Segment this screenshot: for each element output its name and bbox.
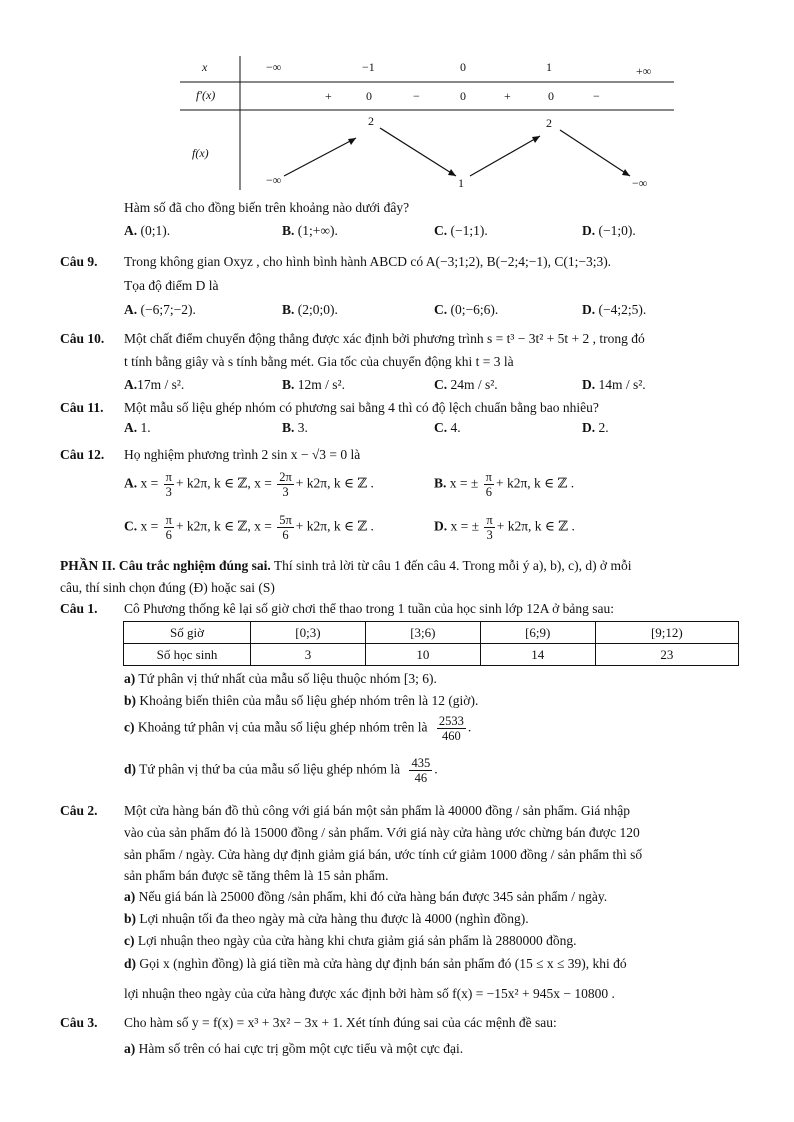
q11-option-b: B. 3. bbox=[282, 420, 308, 435]
p2q2-item-d-cont: lợi nhuận theo ngày của cửa hàng được xác định bởi hàm số f(x) = −15x² + 945x − 10800 . bbox=[124, 986, 615, 1001]
q10-line2: t tính bằng giây và s tính bằng mét. Gia tốc của chuyển động khi t = 3 là bbox=[124, 354, 514, 369]
p2q2-line3: sản phẩm / ngày. Cửa hàng dự định giảm giá bán, ước tính cứ giảm 1000 đồng / sản phẩm thì số bbox=[124, 847, 643, 862]
p2q3-label: Câu 3. bbox=[60, 1015, 98, 1030]
table-cell: [9;12) bbox=[595, 622, 738, 644]
q11-option-c: C. 4. bbox=[434, 420, 461, 435]
x-value: 0 bbox=[460, 60, 466, 74]
table-cell: [3;6) bbox=[365, 622, 480, 644]
x-value: −1 bbox=[362, 60, 375, 74]
q11-label: Câu 11. bbox=[60, 400, 104, 415]
q11-line1: Một mẫu số liệu ghép nhóm có phương sai bằng 4 thì có độ lệch chuẩn bằng bao nhiêu? bbox=[124, 400, 599, 415]
p2q1-item-d: d) Tứ phân vị thứ ba của mẫu số liệu ghép nhóm là $\frac{435}{46}$ . bbox=[124, 756, 438, 785]
variation-table-lines bbox=[180, 56, 674, 190]
f-value-left: −∞ bbox=[266, 173, 282, 187]
table-cell: 23 bbox=[595, 644, 738, 666]
p2q2-item-b: b) Lợi nhuận tối đa theo ngày mà cửa hàng thu được là 4000 (nghìn đồng). bbox=[124, 911, 529, 926]
x-value: 1 bbox=[546, 60, 552, 74]
q11-option-a: A. 1. bbox=[124, 420, 151, 435]
arrow-up-1 bbox=[284, 138, 356, 176]
table-row bbox=[124, 622, 739, 644]
arrow-down-1 bbox=[380, 128, 456, 176]
fp-sign: − bbox=[593, 89, 600, 103]
q8-prompt: Hàm số đã cho đồng biến trên khoảng nào dưới đây? bbox=[124, 200, 410, 215]
variation-table bbox=[180, 56, 674, 190]
p2q2-line4: sản phẩm bán được sẽ tăng thêm là 15 sản phẩm. bbox=[124, 868, 389, 883]
row-fp-label: f′(x) bbox=[196, 88, 216, 102]
p2q3-item-a: a) Hàm số trên có hai cực trị gồm một cực tiểu và một cực đại. bbox=[124, 1041, 464, 1056]
q9-option-c: C. (0;−6;6). bbox=[434, 302, 499, 317]
p2q1-item-a: a) Tứ phân vị thứ nhất của mẫu số liệu thuộc nhóm [3; 6). bbox=[124, 671, 437, 686]
q8-option-d: D. (−1;0). bbox=[582, 223, 636, 238]
part2-heading: PHẦN II. Câu trắc nghiệm đúng sai. Thí sinh trả lời từ câu 1 đến câu 4. Trong mỗi ý a), b), c), d) ở mỗi bbox=[60, 558, 632, 573]
stats-table bbox=[123, 621, 739, 666]
q12-label: Câu 12. bbox=[60, 447, 105, 462]
q10-option-b: B. 12m / s². bbox=[282, 377, 345, 392]
q10-option-d: D. 14m / s². bbox=[582, 377, 646, 392]
q12-option-c: C. x = $\frac{\pi}{6}$ + k2π, k ∈ ℤ, x = $\frac{5\pi}{6}$ + k2π, k ∈ ℤ . bbox=[124, 513, 374, 542]
fp-sign: + bbox=[325, 89, 332, 103]
table-cell: [6;9) bbox=[480, 622, 595, 644]
q12-option-a: A. x = $\frac{\pi}{3}$ + k2π, k ∈ ℤ, x = $\frac{2\pi}{3}$ + k2π, k ∈ ℤ . bbox=[124, 470, 374, 499]
q12-option-d: D. x = ± $\frac{\pi}{3}$ + k2π, k ∈ ℤ . bbox=[434, 513, 575, 542]
q12-line1: Họ nghiệm phương trình 2 sin x − √3 = 0 là bbox=[124, 447, 361, 462]
fp-sign: 0 bbox=[460, 89, 466, 103]
f-value-right: −∞ bbox=[632, 176, 648, 190]
p2q1-label: Câu 1. bbox=[60, 601, 98, 616]
q10-option-c: C. 24m / s². bbox=[434, 377, 498, 392]
p2q2-line1: Một cửa hàng bán đồ thủ công với giá bán một sản phẩm là 40000 đồng / sản phẩm. Giá nhập bbox=[124, 803, 630, 818]
p2q2-item-d: d) Gọi x (nghìn đồng) là giá tiền mà cửa hàng dự định bán sản phẩm đó (15 ≤ x ≤ 39), khi đó bbox=[124, 956, 627, 971]
part2-intro: câu, thí sinh chọn đúng (Đ) hoặc sai (S) bbox=[60, 580, 275, 595]
p2q2-line2: vào của sản phẩm đó là 15000 đồng / sản phẩm. Với giá này cửa hàng ước chừng bán được 120 bbox=[124, 825, 640, 840]
f-value-max: 2 bbox=[368, 114, 374, 128]
fp-sign: 0 bbox=[548, 89, 554, 103]
p2q2-item-a: a) Nếu giá bán là 25000 đồng /sản phẩm, khi đó cửa hàng bán được 345 sản phẩm / ngày. bbox=[124, 889, 608, 904]
table-cell: Số giờ bbox=[124, 622, 251, 644]
x-value: +∞ bbox=[636, 64, 652, 78]
p2q1-line1: Cô Phương thống kê lại số giờ chơi thể thao trong 1 tuần của học sinh lớp 12A ở bảng sau: bbox=[124, 601, 614, 616]
fp-sign: 0 bbox=[366, 89, 372, 103]
q9-label: Câu 9. bbox=[60, 254, 98, 269]
p2q3-line1: Cho hàm số y = f(x) = x³ + 3x² − 3x + 1. Xét tính đúng sai của các mệnh đề sau: bbox=[124, 1015, 557, 1030]
arrow-down-2 bbox=[560, 130, 630, 176]
f-value-min: 1 bbox=[458, 176, 464, 190]
q12-option-b: B. x = ± $\frac{\pi}{6}$ + k2π, k ∈ ℤ . bbox=[434, 470, 575, 499]
table-row bbox=[124, 644, 739, 666]
row-x-label: x bbox=[202, 60, 208, 74]
arrow-up-2 bbox=[470, 136, 540, 176]
q9-option-a: A. (−6;7;−2). bbox=[124, 302, 196, 317]
p2q1-item-c: c) Khoảng tứ phân vị của mẫu số liệu ghép nhóm trên là $\frac{2533}{460}$ . bbox=[124, 714, 472, 743]
q10-label: Câu 10. bbox=[60, 331, 105, 346]
q9-option-b: B. (2;0;0). bbox=[282, 302, 338, 317]
f-value-max: 2 bbox=[546, 116, 552, 130]
fp-sign: − bbox=[413, 89, 420, 103]
p2q2-item-c: c) Lợi nhuận theo ngày của cửa hàng khi chưa giảm giá sản phẩm là 2880000 đồng. bbox=[124, 933, 577, 948]
q9-line1: Trong không gian Oxyz , cho hình bình hành ABCD có A(−3;1;2), B(−2;4;−1), C(1;−3;3). bbox=[124, 254, 612, 269]
table-cell: 3 bbox=[251, 644, 366, 666]
table-cell: Số học sinh bbox=[124, 644, 251, 666]
p2q2-label: Câu 2. bbox=[60, 803, 98, 818]
table-cell: 10 bbox=[365, 644, 480, 666]
q9-option-d: D. (−4;2;5). bbox=[582, 302, 647, 317]
q11-option-d: D. 2. bbox=[582, 420, 609, 435]
table-cell: 14 bbox=[480, 644, 595, 666]
row-f-label: f(x) bbox=[192, 146, 209, 160]
q8-option-a: A. (0;1). bbox=[124, 223, 171, 238]
q8-option-b: B. (1;+∞). bbox=[282, 223, 338, 238]
table-cell: [0;3) bbox=[251, 622, 366, 644]
q9-line2: Tọa độ điểm D là bbox=[124, 278, 219, 293]
q8-option-c: C. (−1;1). bbox=[434, 223, 488, 238]
x-value: −∞ bbox=[266, 60, 282, 74]
q10-option-a: A.17m / s². bbox=[124, 377, 185, 392]
fp-sign: + bbox=[504, 89, 511, 103]
q10-line1: Một chất điểm chuyển động thẳng được xác định bởi phương trình s = t³ − 3t² + 5t + 2 , trong đó bbox=[124, 331, 645, 346]
p2q1-item-b: b) Khoảng biến thiên của mẫu số liệu ghép nhóm trên là 12 (giờ). bbox=[124, 693, 479, 708]
